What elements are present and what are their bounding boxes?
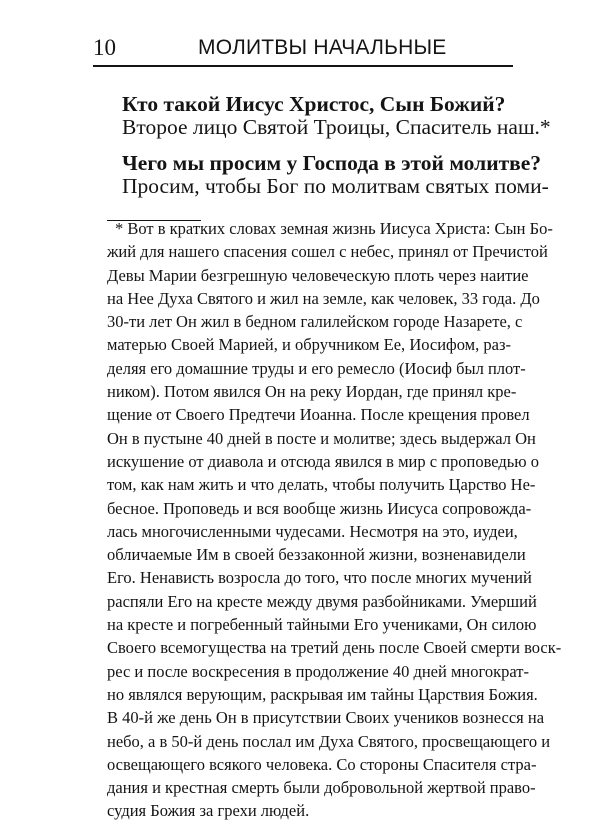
footnote-line: В 40-й же день Он в присутствии Своих учеников вознесся на xyxy=(107,708,545,728)
footnote-line: Девы Марии безгрешную человеческую плоть через наитие xyxy=(107,265,529,285)
footnote-line: на кресте и погребенный тайными Его учениками, Он силою xyxy=(107,615,537,635)
page-number: 10 xyxy=(93,35,116,60)
footnote-line: Он в пустыне 40 дней в посте и молитве; здесь выдержал Он xyxy=(107,428,536,448)
footnote-line: на Нее Духа Святого и жил на земле, как человек, 33 года. До xyxy=(107,288,540,308)
footnote-line: деляя его домашние труды и его ремесло (Иосиф был плот- xyxy=(107,358,526,378)
qa-block xyxy=(122,151,549,198)
footnote-line: Его. Ненависть возросла до того, что после многих мучений xyxy=(107,568,532,588)
question: Чего мы просим у Господа в этой молитве? xyxy=(122,151,542,175)
page-header xyxy=(93,33,513,63)
running-title: МОЛИТВЫ НАЧАЛЬНЫЕ xyxy=(198,36,447,59)
footnote-line: бесное. Проповедь и вся вообще жизнь Иисуса сопровожда- xyxy=(107,498,532,518)
footnote-line: лась многочисленными чудесами. Несмотря на это, иудеи, xyxy=(107,521,518,541)
footnote-line: дания и крестная смерть были добровольной жертвой право- xyxy=(107,778,536,798)
question: Кто такой Иисус Христос, Сын Божий? xyxy=(122,92,506,116)
footnote-line: 30-ти лет Он жил в бедном галилейском городе Назарете, с xyxy=(107,312,523,332)
footnote-line: щение от Своего Предтечи Иоанна. После крещения провел xyxy=(107,405,530,425)
answer: Второе лицо Святой Троицы, Спаситель наш.* xyxy=(122,115,551,139)
qa-block xyxy=(122,92,551,139)
header-rule xyxy=(93,65,513,67)
footnote-line: освещающего всякого человека. Со стороны Спасителя стра- xyxy=(107,754,537,774)
answer: Просим, чтобы Бог по молитвам святых поми- xyxy=(122,174,549,198)
footnote-line: небо, а в 50-й день послал им Духа Святого, просвещающего и xyxy=(107,731,551,751)
footnote-line: том, как нам жить и что делать, чтобы получить Царство Не- xyxy=(107,475,536,495)
footnote-line: * Вот в кратких словах земная жизнь Иисуса Христа: Сын Бо- xyxy=(115,219,553,238)
footnote-line: ником). Потом явился Он на реку Иордан, где принял кре- xyxy=(107,382,517,402)
footnote-line: распяли Его на кресте между двумя разбойниками. Умерший xyxy=(107,591,537,611)
footnote-line: судия Божия за грехи людей. xyxy=(107,801,310,821)
footnote-line: жий для нашего спасения сошел с небес, принял от Пречистой xyxy=(107,242,548,262)
footnote-line: Своего всемогущества на третий день после Своей смерти воск- xyxy=(107,638,562,658)
footnote xyxy=(107,217,562,823)
footnote-line: но являлся верующим, раскрывая им тайны Царствия Божия. xyxy=(107,684,538,704)
footnote-line: рес и после воскресения в продолжение 40 дней многократ- xyxy=(107,661,529,681)
footnote-line: обличаемые Им в своей беззаконной жизни, возненавидели xyxy=(107,545,526,565)
footnote-line: искушение от диавола и отсюда явился в мир с проповедью о xyxy=(107,451,540,471)
footnote-line: матерью Своей Марией, и обручником Ее, Иосифом, раз- xyxy=(107,335,511,355)
